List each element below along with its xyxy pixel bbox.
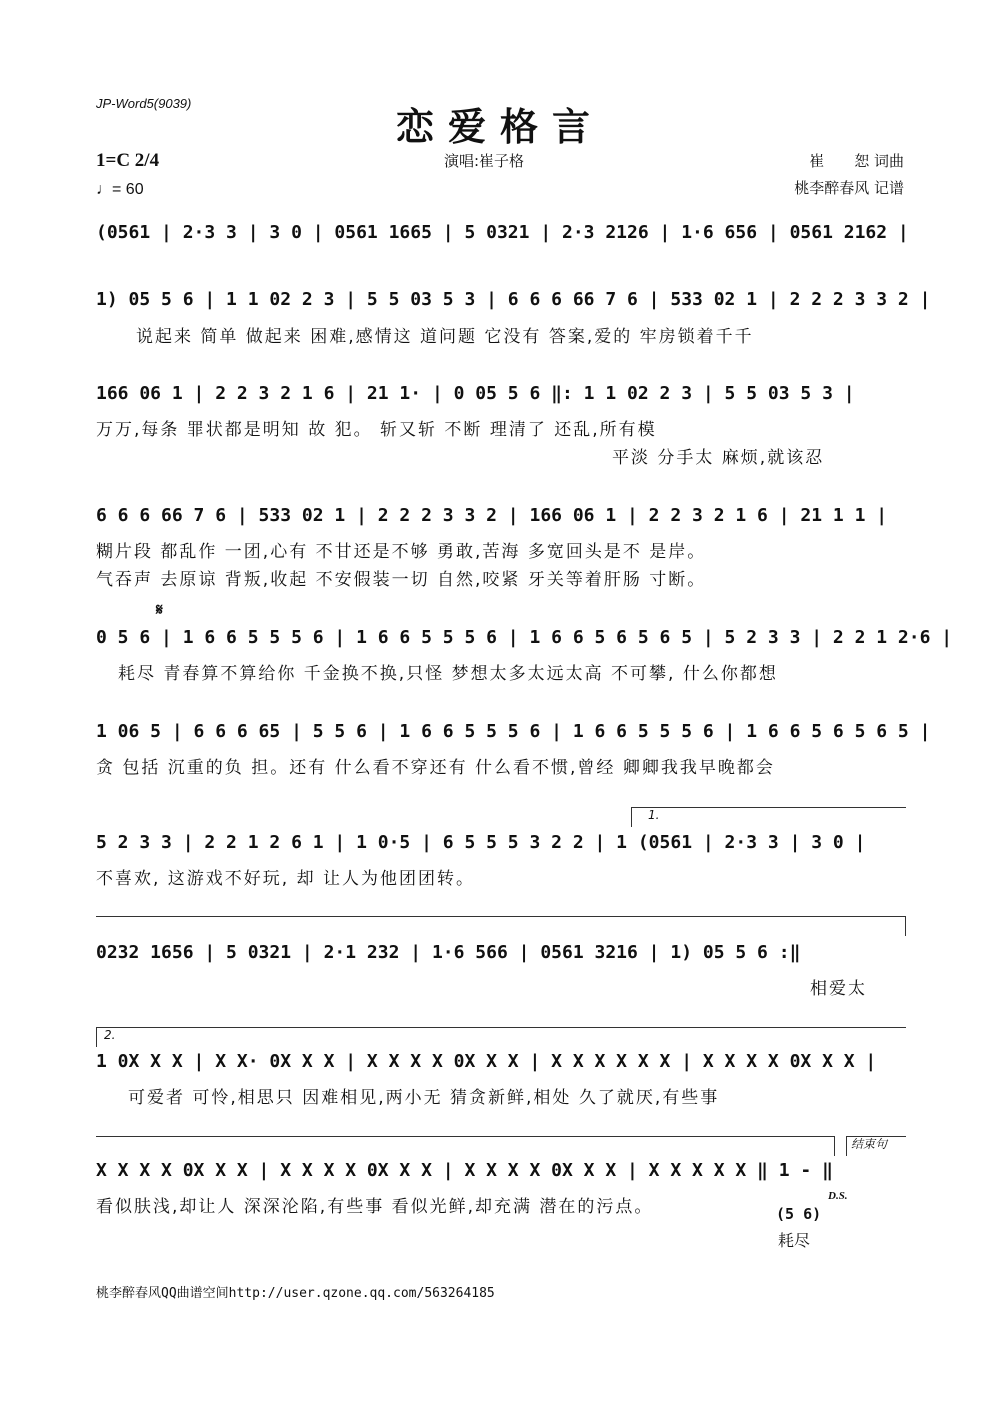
notation-line: (0561 | 2·3 3 | 3 0 | 0561 1665 | 5 0321 | 2·3 2126 | 1·6 656 | 0561 2162 | xyxy=(96,221,909,243)
lyric-line: 气吞声 去原谅 背叛,收起 不安假装一切 自然,咬紧 牙关等着肝肠 寸断。 xyxy=(96,570,707,590)
singer-credit: 演唱:崔子格 xyxy=(444,152,525,170)
volta-1-bracket-continued xyxy=(96,916,906,917)
volta-1-bracket-close xyxy=(905,916,906,936)
notation-line: 1) 05 5 6 | 1 1 02 2 3 | 5 5 03 5 3 | 6 6 6 66 7 6 | 533 02 1 | 2 2 2 3 3 2 | xyxy=(96,288,931,310)
volta-2-bracket-start xyxy=(96,1027,97,1047)
lyric-line: 万万,每条 罪状都是明知 故 犯。 斩又斩 不断 理清了 还乱,所有模 xyxy=(96,420,657,440)
source-label: JP-Word5(9039) xyxy=(96,96,192,111)
volta-2-label: 2. xyxy=(104,1028,116,1042)
lyric-line: 相爱太 xyxy=(810,979,867,999)
score-row xyxy=(96,827,906,857)
score-row xyxy=(96,378,906,408)
volta-2-bracket xyxy=(96,1027,906,1028)
ending-label: 结束句 xyxy=(851,1137,888,1151)
lyric-line: 说起来 简单 做起来 困难,感情这 道问题 它没有 答案,爱的 牢房锁着千千 xyxy=(136,327,754,347)
notation-line: 0 5 6 | 1 6 6 5 5 5 6 | 1 6 6 5 5 5 6 | 1 6 6 5 6 5 6 5 | 5 2 3 3 | 2 2 1 2·6 | xyxy=(96,626,953,648)
notation-line: 1 06 5 | 6 6 6 65 | 5 5 6 | 1 6 6 5 5 5 6 | 1 6 6 5 5 5 6 | 1 6 6 5 6 5 6 5 | xyxy=(96,720,931,742)
volta-2-bracket-close xyxy=(834,1136,835,1156)
volta-1-label: 1. xyxy=(648,808,660,822)
score-row xyxy=(96,217,909,247)
footer-source-link: 桃李醉春风QQ曲谱空间http://user.qzone.qq.com/563264185 xyxy=(96,1286,495,1301)
ending-bracket-start xyxy=(846,1136,847,1156)
score-row xyxy=(96,937,906,967)
score-row xyxy=(96,1155,906,1185)
song-title: 恋爱格言 xyxy=(395,104,604,149)
transcriber-credit: 桃李醉春风 记谱 xyxy=(794,179,904,197)
volta-2-bracket-continued xyxy=(96,1136,834,1137)
notation-line: 1 0X X X | X X· 0X X X | X X X X 0X X X | X X X X X X | X X X X 0X X X | xyxy=(96,1050,877,1072)
score-row xyxy=(96,622,953,652)
dal-segno-mark: D.S. xyxy=(828,1190,848,1202)
notation-line: 5 2 3 3 | 2 2 1 2 6 1 | 1 0·5 | 6 5 5 5 3 2 2 | 1 (0561 | 2·3 3 | 3 0 | xyxy=(96,831,866,853)
lyric-line: 平淡 分手太 麻烦,就该忍 xyxy=(612,448,825,468)
notation-line: 166 06 1 | 2 2 3 2 1 6 | 21 1· | 0 05 5 6 ‖: 1 1 02 2 3 | 5 5 03 5 3 | xyxy=(96,382,855,404)
notation-line: X X X X 0X X X | X X X X 0X X X | X X X X 0X X X | X X X X X ‖ 1 - ‖ xyxy=(96,1159,833,1181)
composer-credit: 崔 恕 词曲 xyxy=(809,152,904,170)
lyric-line: 看似肤浅,却让人 深深沦陷,有些事 看似光鲜,却充满 潜在的污点。 xyxy=(96,1197,654,1217)
key-signature: 1=C 2/4 xyxy=(96,150,160,171)
score-row xyxy=(96,716,931,746)
score-row xyxy=(96,500,906,530)
volta-1-bracket xyxy=(631,807,906,808)
lyric-line: 耗尽 青春算不算给你 千金换不换,只怪 梦想太多太远太高 不可攀, 什么你都想 xyxy=(118,664,778,684)
score-row xyxy=(96,1046,906,1076)
segno-mark: 𝄋 xyxy=(156,600,163,619)
lyric-line: 可爱者 可怜,相思只 因难相见,两小无 猜贪新鲜,相处 久了就厌,有些事 xyxy=(128,1088,720,1108)
notation-line: 6 6 6 66 7 6 | 533 02 1 | 2 2 2 3 3 2 | 166 06 1 | 2 2 3 2 1 6 | 21 1 1 | xyxy=(96,504,888,526)
notation-line: 0232 1656 | 5 0321 | 2·1 232 | 1·6 566 | 0561 3216 | 1) 05 5 6 :‖ xyxy=(96,941,801,963)
volta-1-bracket-end xyxy=(631,807,632,827)
lyric-line: 不喜欢, 这游戏不好玩, 却 让人为他团团转。 xyxy=(96,869,476,889)
lyric-line: 贪 包括 沉重的负 担。还有 什么看不穿还有 什么看不惯,曾经 卿卿我我早晚都会 xyxy=(96,758,775,778)
coda-pickup-lyric: 耗尽 xyxy=(778,1231,811,1250)
score-row xyxy=(96,284,931,314)
lyric-line: 糊片段 都乱作 一团,心有 不甘还是不够 勇敢,苦海 多宽回头是不 是岸。 xyxy=(96,542,707,562)
coda-pickup-notes: (5 6) xyxy=(776,1205,822,1223)
tempo-marking: ♩= 60 xyxy=(96,181,144,198)
